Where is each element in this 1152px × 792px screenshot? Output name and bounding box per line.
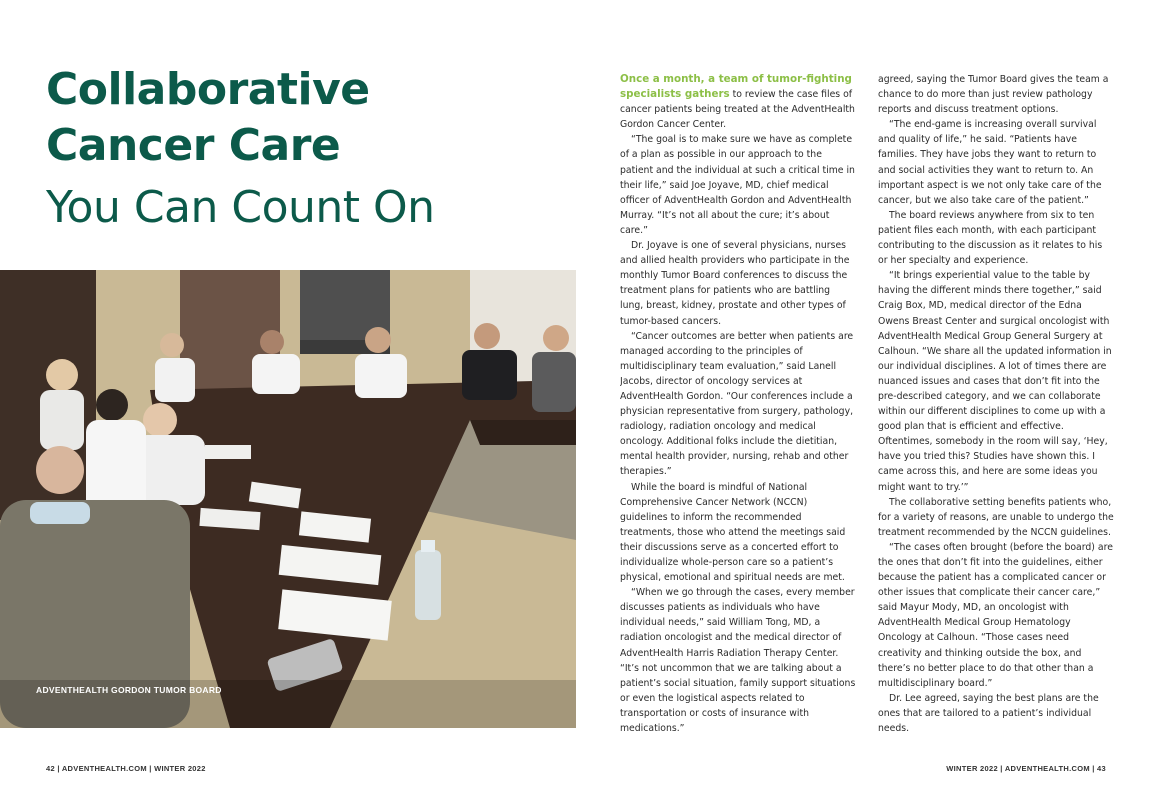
article-lead-continuation: to review the case files of cancer patients being treated at the AdventHealth Gordon Cancer Center. — [620, 89, 855, 131]
article-paragraph: Dr. Joyave is one of several physicians, nurses and allied health providers who participate in the monthly Tumor Board conferences to discuss the treatment plans for patients who are battling lung, breast, kidney, prostate and other types of tumor-based cancers. — [620, 240, 850, 327]
title-line-3: You Can Count On — [46, 182, 435, 233]
article-paragraph: “The goal is to make sure we have as complete of a plan as possible in our approach to the patient and the individual at such a critical time in their life,” said Joe Joyave, MD, chief medical officer of AdventHealth Gordon and AdventHealth Murray. “It’s not all about the cure; it’s about care.” — [620, 134, 855, 236]
article-paragraph: “When we go through the cases, every member discusses patients as individuals who have individual needs,” said William Tong, MD, a radiation oncologist and the medical director of AdventHealth Harris Radiation Therapy Center. “It’s not uncommon that we are talking about a patient’s social situation, family support situations or even the logistical aspects related to transportation or costs of insurance with medications.” — [620, 587, 856, 735]
article-paragraph — [620, 736, 856, 737]
article-paragraph — [878, 736, 1114, 737]
article-title — [46, 62, 435, 238]
footer-left: 42 | ADVENTHEALTH.COM | WINTER 2022 — [46, 764, 206, 773]
article-paragraph: “The end-game is increasing overall survival and quality of life,” he said. “Patients have families. They have jobs they want to return to and social activities they want to return to. An important aspect is we not only take care of the cancer, but we also take care of the patient.” — [878, 119, 1102, 206]
article-paragraph: “The cases often brought (before the board) are the ones that don’t fit into the guidelines, either because the patient has a complicated cancer or other issues that complicate their cancer care,” said Mayur Mody, MD, an oncologist with AdventHealth Medical Group Hematology Oncology at Calhoun. “Those cases need creativity and thinking outside the box, and there’s no better place to do that other than a multidisciplinary board.” — [878, 541, 1113, 689]
right-page — [576, 0, 1152, 792]
footer-right: WINTER 2022 | ADVENTHEALTH.COM | 43 — [946, 764, 1106, 773]
photo-caption: ADVENTHEALTH GORDON TUMOR BOARD — [36, 685, 222, 695]
article-column-2 — [878, 72, 1114, 737]
article-column-1 — [620, 72, 856, 737]
article-paragraph: agreed, saying the Tumor Board gives the team a chance to do more than just review pathology reports and discuss treatment options. — [878, 74, 1109, 116]
article-paragraph: The board reviews anywhere from six to ten patient files each month, with each participant contributing to the discussion as it relates to his or her specialty and experience. — [878, 209, 1103, 267]
title-line-2: Cancer Care — [46, 120, 341, 171]
article-paragraph: Dr. Lee agreed, saying the best plans are the ones that are tailored to a patient’s individual needs. — [878, 692, 1099, 735]
article-paragraph: “Cancer outcomes are better when patients are managed according to the principles of multidisciplinary team evaluation,” said Lanell Jacobs, director of oncology services at AdventHealth Gordon. “Our conferences include a physician representative from surgery, pathology, radiology, radiation oncology and medical oncology. Additional folks include the dietitian, mental health provider, nursing, rehab and other therapies.” — [620, 330, 854, 478]
article-lead: Once a month, a team of tumor-fighting specialists gathers — [620, 73, 852, 101]
tumor-board-photo — [0, 270, 576, 728]
article-paragraph: “It brings experiential value to the table by having the different minds there together,” said Craig Box, MD, medical director of the Edna Owens Breast Center and surgical oncologist with AdventHealth Medical Group General Surgery at Calhoun. “We share all the updated information in our individual disciplines. A lot of times there are nuanced issues and cases that don’t fit into the pre-described category, and we can collaborate within our different disciplines to come up with a good plan that is efficient and effective. Oftentimes, somebody in the room will say, ‘Hey, have you tried this? Studies have shown this. I came across this, and here are some ideas you might want to try.’” — [878, 270, 1112, 493]
article-paragraph — [620, 72, 856, 132]
article-paragraph: The collaborative setting benefits patients who, for a variety of reasons, are unable to undergo the treatment recommended by the NCCN guidelines. — [878, 496, 1114, 538]
article-paragraph: While the board is mindful of National Comprehensive Cancer Network (NCCN) guidelines to inform the recommended treatments, those who attend the meetings said their discussions serve as a concerted effort to individualize whole-person care so a patient’s physical, emotional and spiritual needs are met. — [620, 481, 846, 584]
title-line-1: Collaborative — [46, 64, 370, 115]
